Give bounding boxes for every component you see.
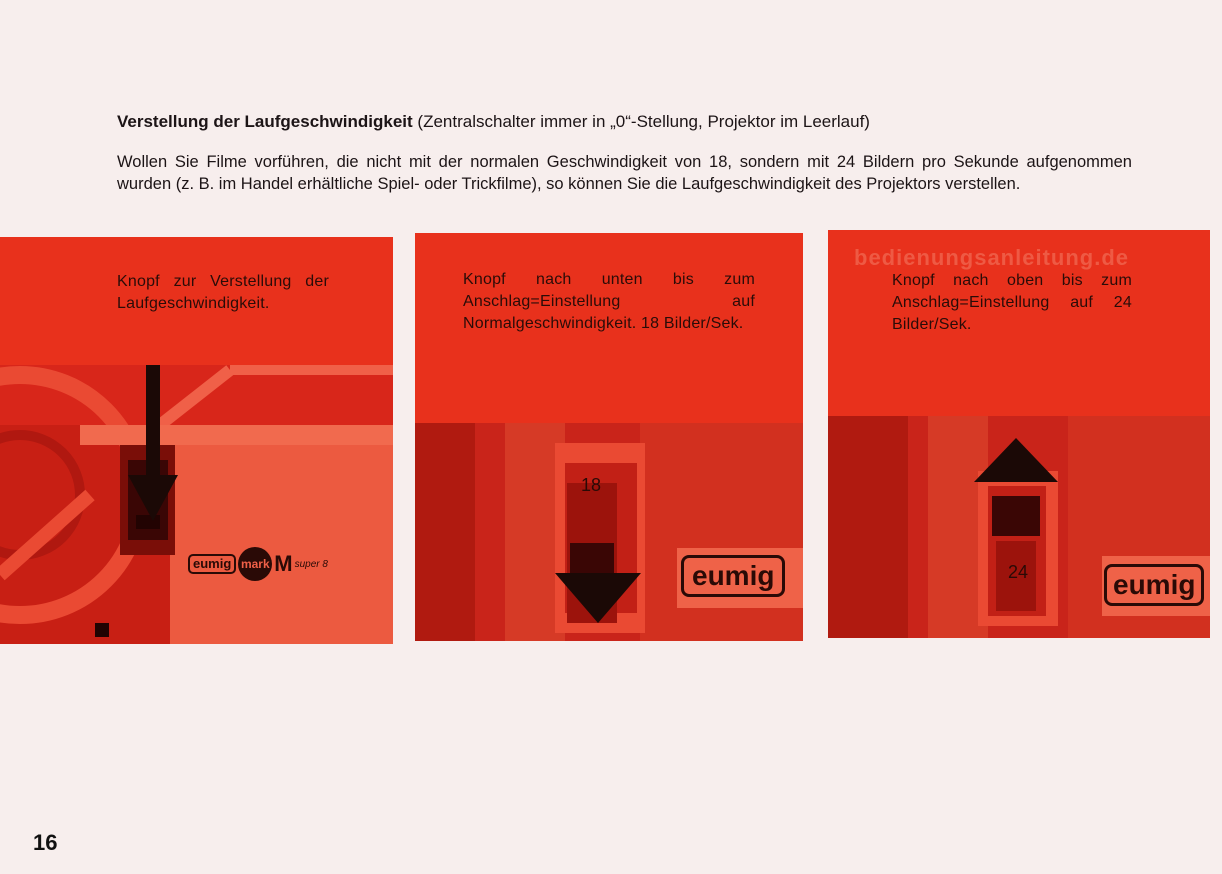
intro-paragraph: Wollen Sie Filme vorführen, die nicht mit der normalen Geschwindigkeit von 18, sondern mit 24 Bildern pro Sekunde aufgenommen wurden (z. B. im Handel erhältliche Spiel- oder Trickfilme), so können Sie die Laufgeschwindigkeit des Projektors verstellen. bbox=[117, 153, 1132, 193]
section-heading-note: (Zentralschalter immer in „0“-Stellung, Projektor im Leerlauf) bbox=[417, 112, 870, 131]
watermark: bedienungsanleitung.de bbox=[854, 245, 1130, 270]
eumig-logo bbox=[188, 547, 328, 581]
logo-suffix: super 8 bbox=[294, 558, 328, 570]
logo-model: M bbox=[274, 551, 293, 576]
section-heading-title: Verstellung der Laufgeschwindigkeit bbox=[117, 112, 413, 131]
speed-switch-photo bbox=[415, 423, 803, 641]
eumig-logo: eumig bbox=[1104, 564, 1204, 606]
section-heading bbox=[117, 112, 1147, 132]
page-number: 16 bbox=[33, 830, 58, 855]
figure-speed-24 bbox=[828, 230, 1210, 638]
speed-switch-photo bbox=[828, 416, 1210, 638]
logo-eumig: eumig bbox=[188, 554, 236, 574]
figure-caption: Knopf nach unten bis zum Anschlag=Einstellung auf Normalgeschwindigkeit. 18 Bilder/Sek. bbox=[463, 271, 755, 332]
scale-label: 18 bbox=[581, 475, 602, 495]
projector-photo bbox=[0, 365, 393, 644]
figure-speed-18 bbox=[415, 233, 803, 641]
pointer-arrow-shaft bbox=[146, 365, 160, 480]
figure-caption: Knopf zur Verstellung der Laufgeschwindigkeit. bbox=[117, 273, 329, 312]
figure-caption: Knopf nach oben bis zum Anschlag=Einstellung auf 24 Bilder/Sek. bbox=[892, 272, 1132, 333]
eumig-logo: eumig bbox=[681, 555, 785, 597]
scale-label: 24 bbox=[1008, 562, 1029, 582]
logo-mark: mark bbox=[238, 547, 272, 581]
figure-speed-knob bbox=[0, 237, 393, 644]
